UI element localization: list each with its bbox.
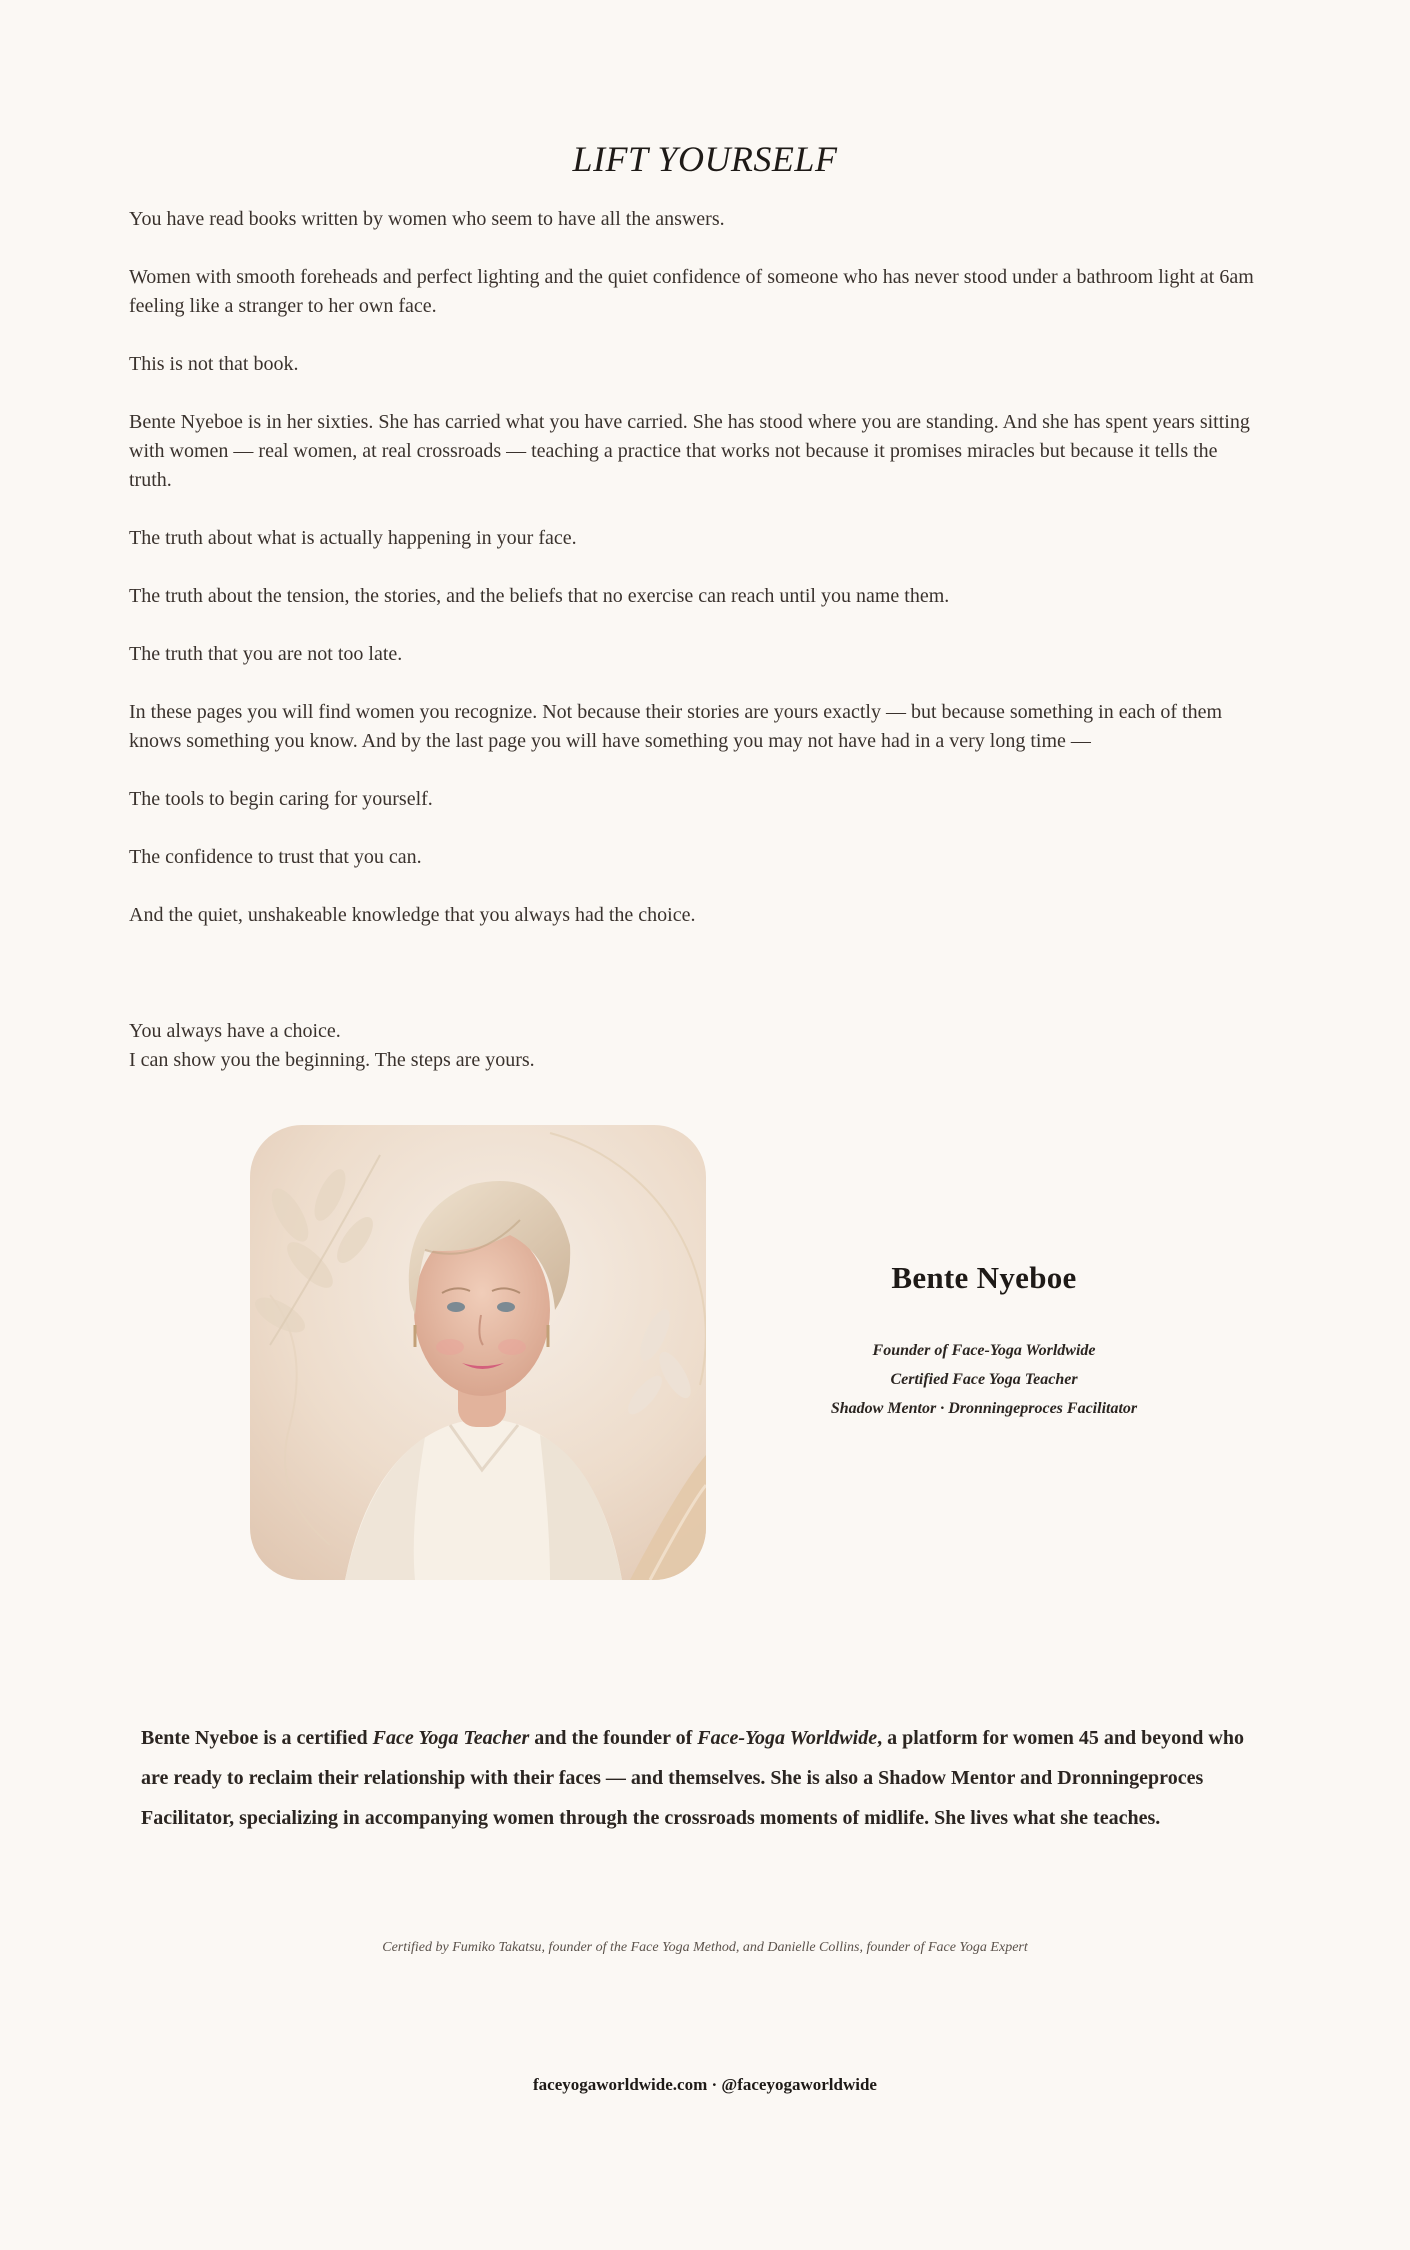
- paragraph: The truth about the tension, the stories, and the beliefs that no exercise can reach until you name them.: [129, 585, 950, 607]
- bio-emphasis: Face-Yoga Worldwide: [697, 1727, 878, 1749]
- bio-text: Bente Nyeboe is a certified: [141, 1727, 373, 1749]
- paragraph: The confidence to trust that you can.: [129, 846, 422, 868]
- author-info: [784, 1260, 1184, 1423]
- paragraph: This is not that book.: [129, 353, 299, 375]
- paragraph: And the quiet, unshakeable knowledge that you always had the choice.: [129, 904, 696, 926]
- paragraph: The truth about what is actually happening in your face.: [129, 527, 577, 549]
- paragraph: In these pages you will find women you recognize. Not because their stories are yours exactly — but because something in each of them knows something you know. And by the last page you will have something you may not have had in a very long time —: [129, 701, 1222, 752]
- paragraph: You have read books written by women who seem to have all the answers.: [129, 208, 725, 230]
- paragraph: Women with smooth foreheads and perfect lighting and the quiet confidence of someone who has never stood under a bathroom light at 6am feeling like a stranger to her own face.: [129, 266, 1254, 317]
- website-footer: faceyogaworldwide.com · @faceyogaworldwide: [533, 2075, 877, 2094]
- certification-note: Certified by Fumiko Takatsu, founder of the Face Yoga Method, and Danielle Collins, founder of Face Yoga Expert: [382, 1940, 1028, 1955]
- paragraph: The truth that you are not too late.: [129, 643, 403, 665]
- author-bio: [141, 1718, 1271, 1838]
- intro-text: [129, 205, 1259, 959]
- closing-lines: [129, 1017, 1259, 1075]
- author-name: Bente Nyeboe: [891, 1260, 1077, 1295]
- closing-line: You always have a choice.: [129, 1020, 341, 1042]
- page-title: LIFT YOURSELF: [572, 139, 838, 179]
- paragraph: Bente Nyeboe is in her sixties. She has carried what you have carried. She has stood where you are standing. And she has spent years sitting with women — real women, at real crossroads — teaching a practice that works not because it promises miracles but because it tells the truth.: [129, 411, 1250, 491]
- closing-line: I can show you the beginning. The steps are yours.: [129, 1049, 535, 1071]
- bio-text: , a platform for women 45 and beyond who are ready to reclaim their relationship with their faces — and themselves. She is also a Shadow Mentor and Dronningeproces Facilitator, specializing in accompanying women through the crossroads moments of midlife. She lives what she teaches.: [141, 1727, 1244, 1829]
- author-role: Shadow Mentor · Dronningeproces Facilitator: [830, 1400, 1138, 1417]
- portrait-illustration: [250, 1125, 706, 1580]
- bio-emphasis: Face Yoga Teacher: [372, 1727, 530, 1749]
- author-photo: [250, 1125, 706, 1580]
- bio-text: and the founder of: [529, 1727, 698, 1749]
- author-role: Founder of Face-Yoga Worldwide: [872, 1342, 1096, 1359]
- author-role: Certified Face Yoga Teacher: [890, 1371, 1078, 1388]
- paragraph: The tools to begin caring for yourself.: [129, 788, 433, 810]
